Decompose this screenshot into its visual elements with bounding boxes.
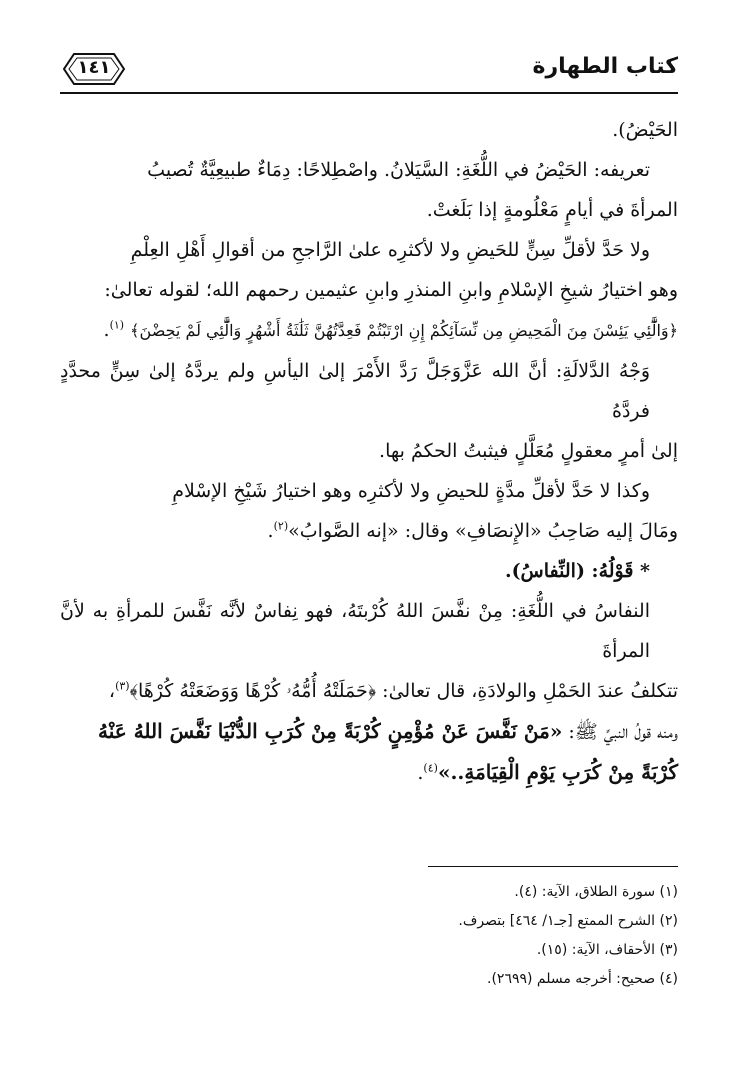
- text-line: الحَيْضُ).: [612, 119, 678, 141]
- paragraph-age-limit: [60, 230, 678, 351]
- footnote-ref: (٤): [423, 761, 438, 775]
- hadith-quote: كُرْبَةً مِنْ كُرَبِ يَوْمِ الْقِيَامَةِ..»: [437, 760, 678, 784]
- page-number: ١٤١: [77, 57, 111, 78]
- text-line: وهو اختيارُ شيخِ الإسْلامِ وابنِ المنذرِ وابنِ عثيمين رحمهم الله؛ لقوله تعالىٰ:: [104, 279, 678, 301]
- paragraph-duration-limit: [60, 471, 678, 551]
- text-span: ومنه قولُ النبيِّ ﷺ:: [562, 721, 678, 743]
- page-header: [62, 52, 678, 90]
- header-divider: [60, 92, 678, 94]
- text-line: كُرْبَةً مِنْ كُرَبِ يَوْمِ الْقِيَامَةِ..»$^{(٤)}$.: [417, 760, 678, 784]
- text-span: تتكلفُ عندَ الحَمْلِ والولادَةِ، قال تعالىٰ: ﴿حَمَلَتْهُ أُمُّهُۥ كُرْهًا وَوَضَعَتْهُ كُرْهًا﴾: [129, 680, 678, 702]
- paragraph-nifas-definition: [60, 591, 678, 793]
- text-line: النفاسُ في اللُّغَةِ: مِنْ نفَّسَ اللهُ كُرْبتَهُ، فهو نِفاسٌ لأنَّه نَفَّسَ للمرأةِ به لأنَّ المرأةَ: [60, 600, 650, 662]
- text-line: [60, 711, 678, 752]
- section-heading: * قَوْلُهُ: (النِّفاسُ).: [504, 560, 650, 582]
- text-line: وكذا لا حَدَّ لأقلِّ مدَّةٍ للحيضِ ولا لأكثرِه وهو اختيارُ شَيْخِ الإسْلامِ: [172, 480, 650, 502]
- text-line: تعريفه: الحَيْضُ في اللُّغَةِ: السَّيَلانُ. واصْطِلاحًا: دِمَاءٌ طبيعِيَّةٌ تُصيبُ: [147, 159, 650, 181]
- paragraph-hayd-definition: [60, 150, 678, 230]
- quran-verse-line: ﴿وَالَّٰٓئِي يَئِسْنَ مِنَ الْمَحِيضِ مِن نِّسَآئِكُمْ إِنِ ارْتَبْتُمْ فَعِدَّتُهُنَّ ثَلَٰثَةُ أَشْهُرٍ وَالَّٰٓئِي لَمْ يَحِضْنَ﴾ $^{(١)}$.: [103, 318, 678, 341]
- page-number-badge: [62, 52, 126, 86]
- text-span: ومَالَ إليه صَاحِبُ «الإِنصَافِ» وقال: «إنه الصَّوابُ»: [288, 520, 678, 542]
- page-body: [60, 110, 678, 793]
- footnote: (٣) الأحقاف، الآية: (١٥).: [536, 942, 678, 958]
- quran-verse: ﴿وَالَّٰٓئِي يَئِسْنَ مِنَ الْمَحِيضِ مِن نِّسَآئِكُمْ إِنِ ارْتَبْتُمْ فَعِدَّتُهُنَّ ثَلَٰثَةُ أَشْهُرٍ وَالَّٰٓئِي لَمْ يَحِضْنَ﴾: [130, 321, 678, 340]
- footnote-divider: [428, 866, 678, 867]
- paragraph-1: [60, 110, 678, 150]
- text-line: ولا حَدَّ لأقلِّ سِنٍّ للحَيضِ ولا لأكثرِه علىٰ الرَّاجحِ من أقوالِ أَهْلِ العِلْمِ: [130, 239, 650, 261]
- footnote: (٢) الشرح الممتع [جـ١/ ٤٦٤] بتصرف.: [458, 913, 678, 929]
- text-line: إلىٰ أمرٍ معقولٍ مُعَلَّلٍ فيثبتُ الحكمُ بها.: [379, 440, 678, 462]
- footnote-ref: (١): [109, 318, 125, 332]
- footnote: (١) سورة الطلاق، الآية: (٤).: [514, 884, 678, 900]
- paragraph-nifas-heading: [60, 551, 678, 591]
- text-line: تتكلفُ عندَ الحَمْلِ والولادَةِ، قال تعالىٰ: ﴿حَمَلَتْهُ أُمُّهُۥ كُرْهًا وَوَضَعَتْهُ كُرْهًا﴾$^{(٣)}$،: [108, 679, 678, 702]
- footnotes: [60, 878, 678, 994]
- paragraph-evidence: [60, 351, 678, 471]
- hadith-quote: «مَنْ نَفَّسَ عَنْ مُؤْمِنٍ كُرْبَةً مِنْ كُرَبِ الدُّنْيَا نَفَّسَ اللهُ عَنْهُ: [98, 719, 563, 743]
- footnote-ref: (٣): [115, 679, 130, 693]
- text-line: المرأةَ في أيامٍ مَعْلُومةٍ إذا بَلَغتْ.: [426, 199, 678, 221]
- book-title: كتاب الطهارة: [532, 54, 678, 79]
- text-line: ومَالَ إليه صَاحِبُ «الإِنصَافِ» وقال: «إنه الصَّوابُ»$^{(٢)}$.: [267, 519, 678, 542]
- footnote: (٤) صحيح: أخرجه مسلم (٢٦٩٩).: [487, 971, 678, 987]
- footnote-ref: (٢): [273, 519, 289, 533]
- text-line: وَجْهُ الدَّلالَةِ: أنَّ الله عَزَّوَجَلَّ رَدَّ الأَمْرَ إلىٰ اليأسِ ولم يردَّهُ إلىٰ سِنٍّ محدَّدٍ فردَّهُ: [60, 360, 650, 422]
